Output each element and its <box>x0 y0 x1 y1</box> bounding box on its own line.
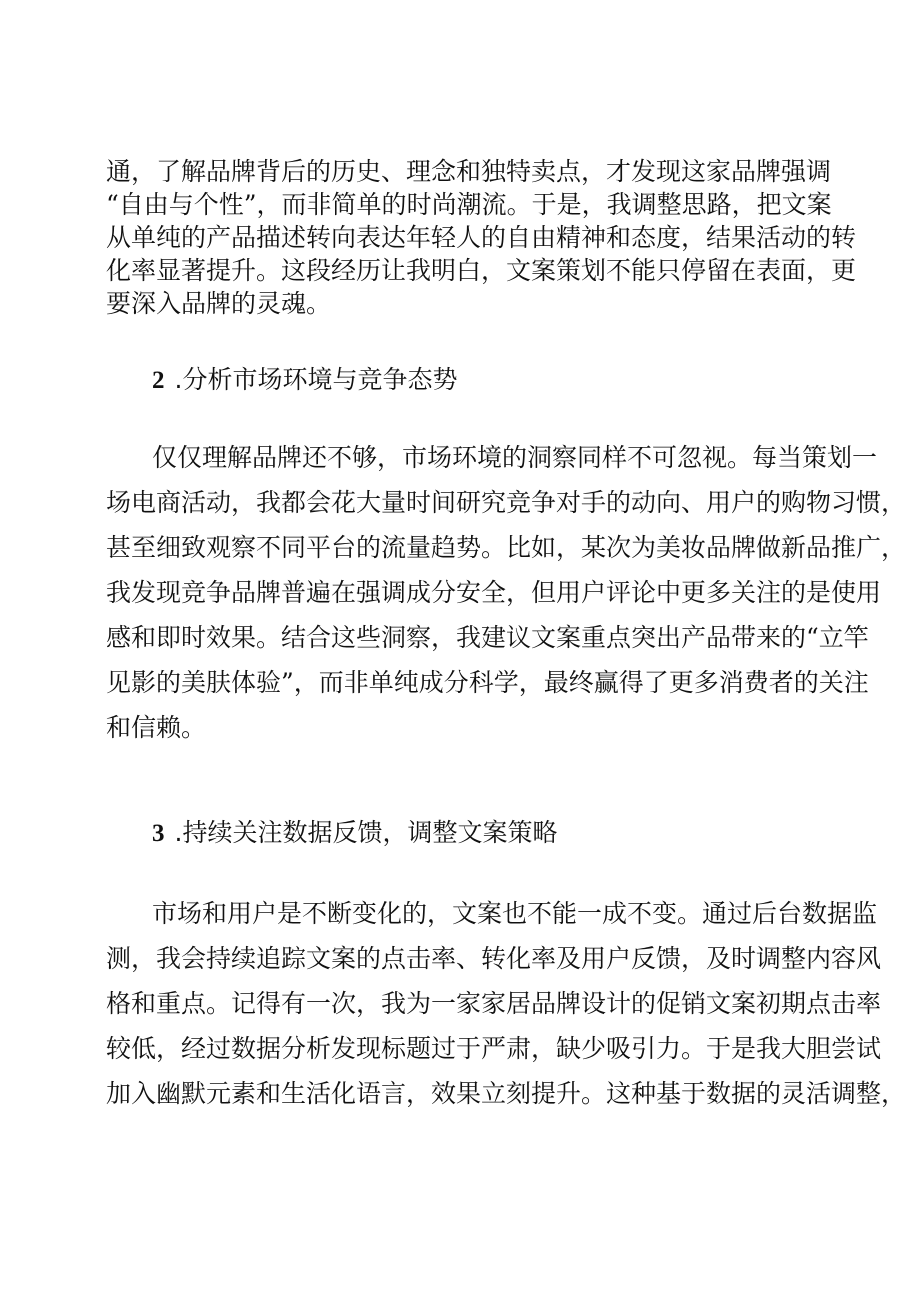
paragraph-line: 化率显著提升。这段经历让我明白，文案策划不能只停留在表面，更 <box>106 256 857 285</box>
paragraph-line: 见影的美肤体验”，而非单纯成分科学，最终赢得了更多消费者的关注 <box>106 668 869 697</box>
paragraph-line: “自由与个性”，而非简单的时尚潮流。于是，我调整思路，把文案 <box>106 190 832 219</box>
paragraph-line: 格和重点。记得有一次，我为一家家居品牌设计的促销文案初期点击率 <box>106 989 882 1018</box>
paragraph-line: 感和即时效果。结合这些洞察，我建议文案重点突出产品带来的“立竿 <box>106 623 869 652</box>
paragraph-line: 要深入品牌的灵魂。 <box>106 289 332 318</box>
section-heading-3 <box>152 815 557 851</box>
paragraph-line: 较低，经过数据分析发现标题过于严肃，缺少吸引力。于是我大胆尝试 <box>106 1034 882 1063</box>
paragraph-line: 仅仅理解品牌还不够，市场环境的洞察同样不可忽视。每当策划一 <box>152 443 878 472</box>
section-title: .分析市场环境与竞争态势 <box>174 365 458 394</box>
section-number: 3 <box>152 820 165 847</box>
paragraph-line: 测，我会持续追踪文案的点击率、转化率及用户反馈，及时调整内容风 <box>106 944 882 973</box>
paragraph-line: 和信赖。 <box>106 713 207 742</box>
paragraph-line: 通，了解品牌背后的历史、理念和独特卖点，才发现这家品牌强调 <box>106 157 832 186</box>
paragraph-line: 我发现竞争品牌普遍在强调成分安全，但用户评论中更多关注的是使用 <box>106 578 882 607</box>
paragraph-line: 甚至细致观察不同平台的流量趋势。比如，某次为美妆品牌做新品推广， <box>106 533 907 562</box>
section-number: 2 <box>152 367 165 394</box>
paragraph-line: 场电商活动，我都会花大量时间研究竞争对手的动向、用户的购物习惯， <box>106 488 907 517</box>
paragraph-line: 加入幽默元素和生活化语言，效果立刻提升。这种基于数据的灵活调整， <box>106 1079 907 1108</box>
section-title: .持续关注数据反馈，调整文案策略 <box>174 818 558 847</box>
paragraph-line: 市场和用户是不断变化的，文案也不能一成不变。通过后台数据监 <box>152 899 878 928</box>
section-heading-2 <box>152 362 457 398</box>
paragraph-line: 从单纯的产品描述转向表达年轻人的自由精神和态度，结果活动的转 <box>106 223 857 252</box>
